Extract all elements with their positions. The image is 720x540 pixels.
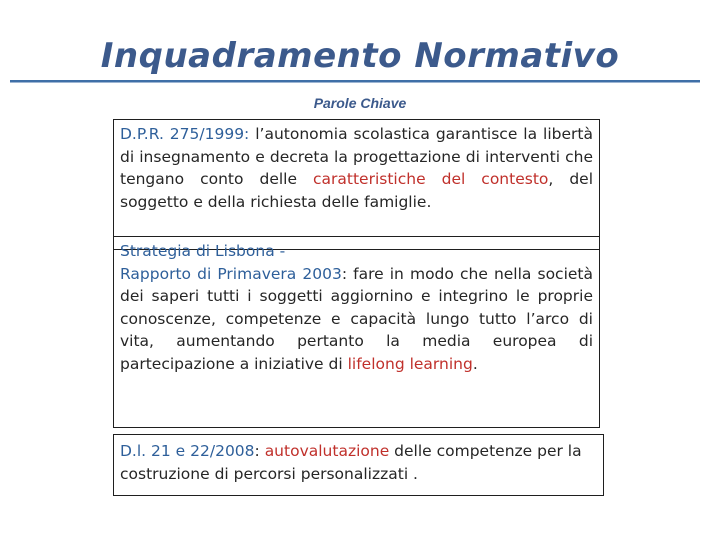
dl-highlight: autovalutazione	[264, 442, 390, 460]
dl-reference: D.l. 21 e 22/2008	[120, 442, 255, 460]
dl-text-b: delle competenze per la costruzione di percorsi personalizzati .	[120, 442, 582, 483]
lisbona-heading: Strategia di Lisbona -	[120, 242, 286, 260]
lisbona-text-b: .	[472, 354, 478, 373]
title-underline-shadow	[10, 82, 700, 83]
lisbona-highlight: lifelong learning	[347, 354, 473, 373]
lisbona-reference: Rapporto di Primavera 2003	[120, 264, 342, 283]
dpr-reference: D.P.R. 275/1999:	[120, 125, 250, 143]
dpr-275-box	[113, 119, 600, 250]
page-title: Inquadramento Normativo	[100, 36, 620, 76]
lisbona-text-a: : fare in modo che nella società dei saperi tutti i soggetti aggiornino e integrino le proprie conoscenze, competenze e capacità lungo tutto l’arco di vita, aumentando pertanto la media europea di partecipazione a iniziative di	[120, 264, 594, 373]
dl-text-a: :	[254, 442, 265, 460]
subtitle: Parole Chiave	[313, 95, 407, 111]
dl-2008-box	[113, 434, 604, 496]
dpr-text-a: l’autonomia scolastica garantisce la libertà di insegnamento e decreta la progettazione di interventi che tengano conto delle	[120, 125, 593, 188]
dpr-text-b: , del soggetto e della richiesta delle famiglie.	[120, 170, 594, 211]
lisbona-box	[113, 236, 600, 428]
dpr-highlight: caratteristiche del contesto	[313, 170, 549, 188]
